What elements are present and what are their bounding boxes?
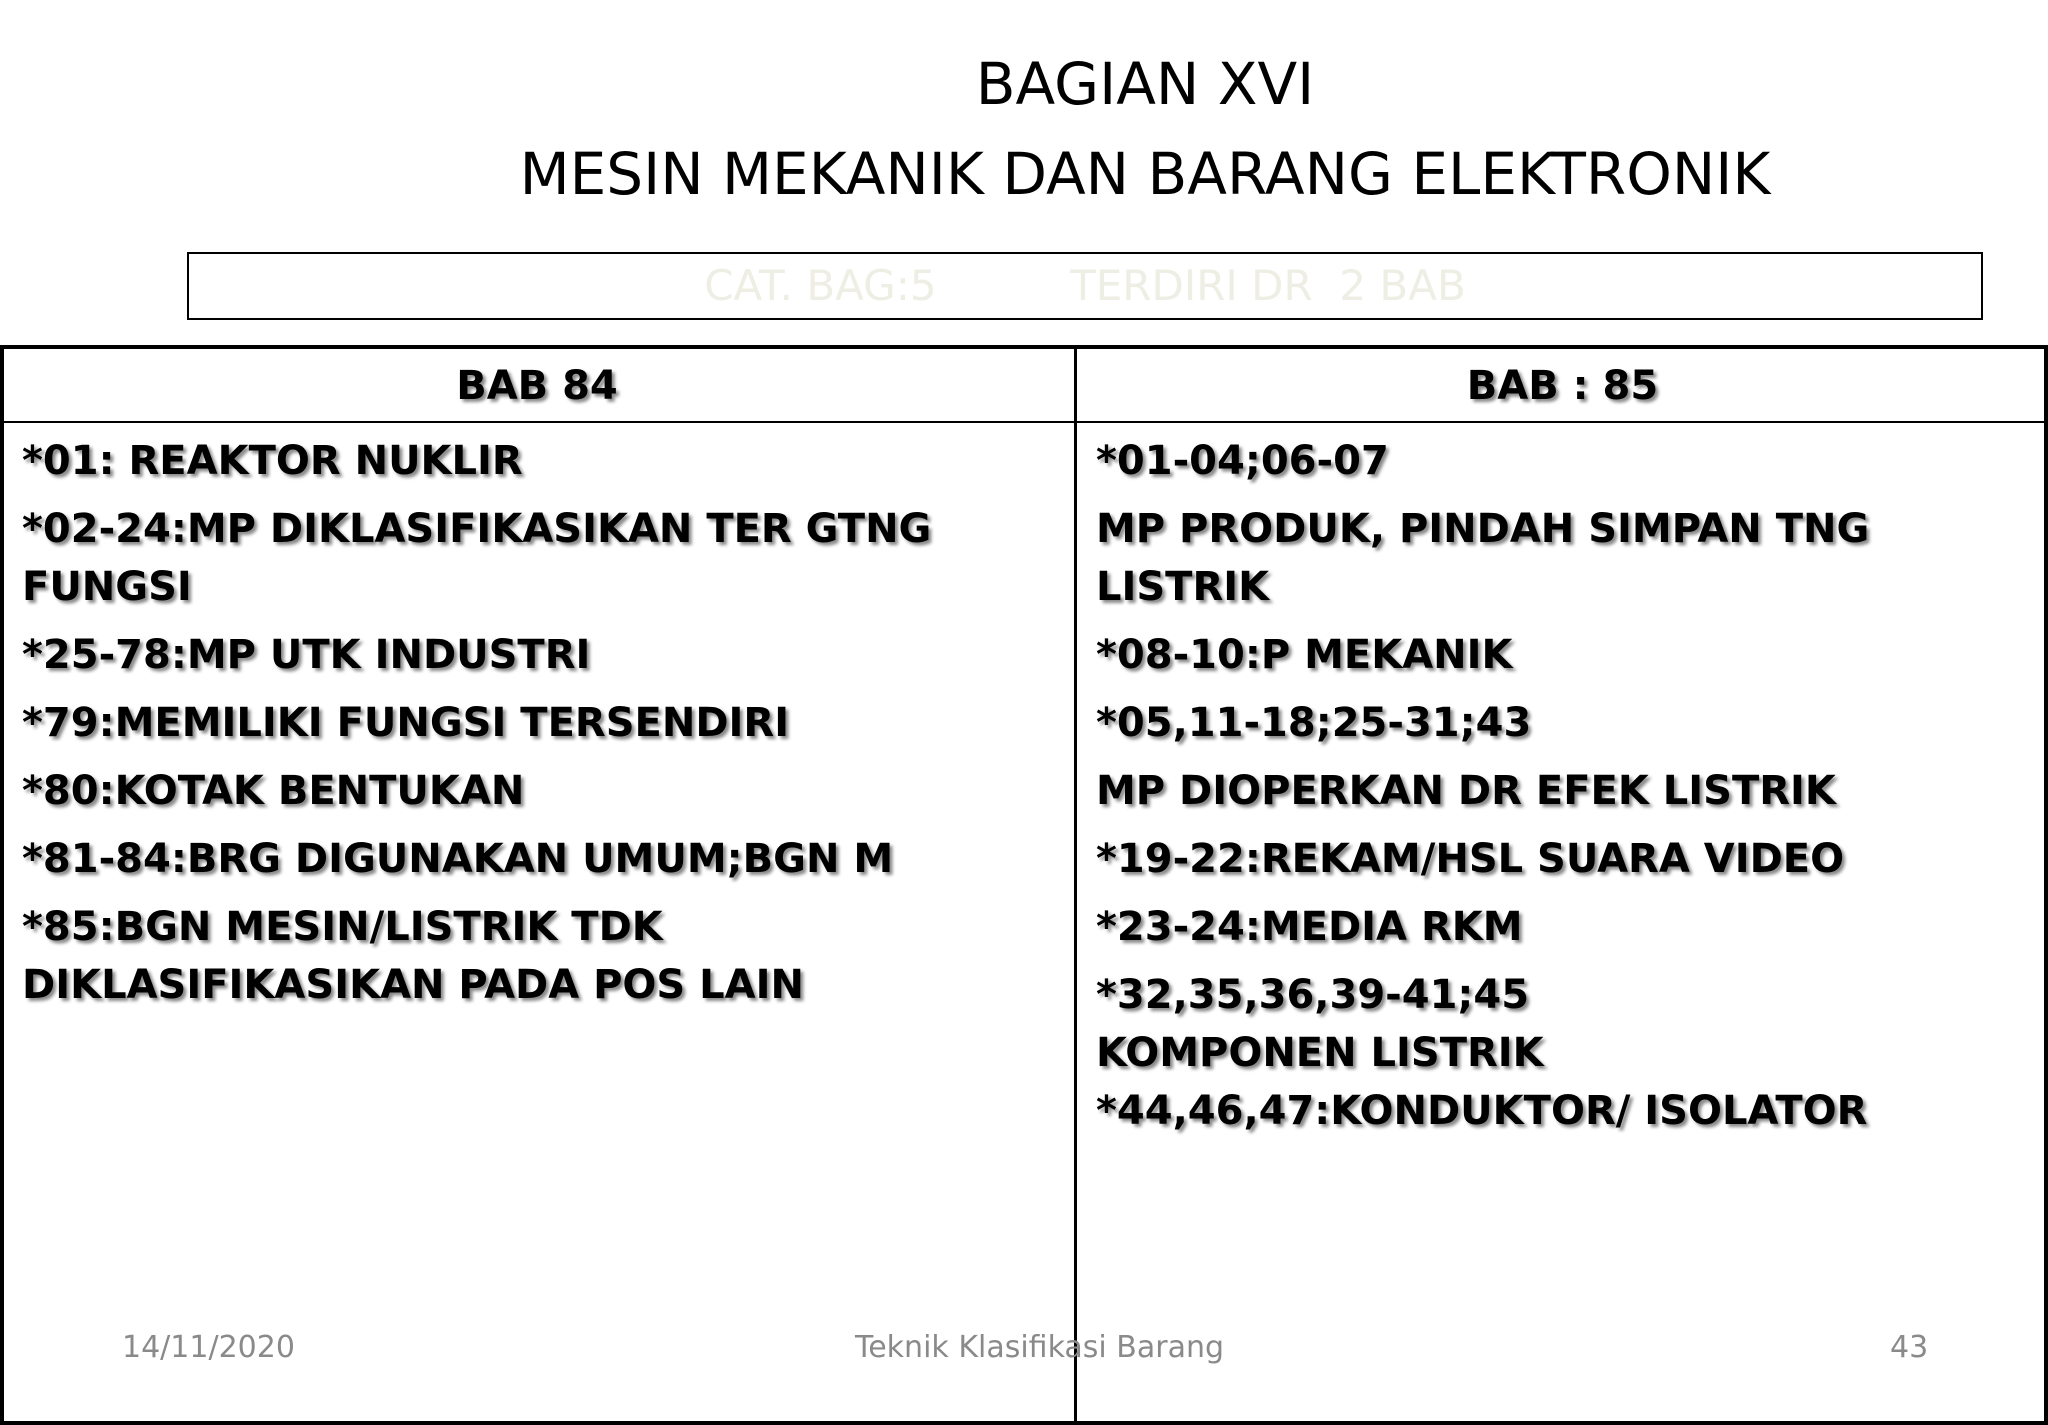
list-item: *05,11-18;25-31;43 [1096, 700, 1532, 746]
column-divider [1074, 345, 1077, 1425]
list-item: *44,46,47:KONDUKTOR/ ISOLATOR [1096, 1088, 1868, 1134]
list-item: MP DIOPERKAN DR EFEK LISTRIK [1096, 768, 1836, 814]
list-item: MP PRODUK, PINDAH SIMPAN TNG LISTRIK [1096, 506, 1870, 610]
list-item: *02-24:MP DIKLASIFIKASIKAN TER GTNG FUNGSI [22, 506, 932, 610]
list-item: *80:KOTAK BENTUKAN [22, 768, 525, 814]
column-header-bab-85: BAB : 85 [1466, 363, 1659, 409]
list-item: *08-10:P MEKANIK [1096, 632, 1513, 678]
column-header-bab-84: BAB 84 [456, 363, 618, 409]
footer-title: Teknik Klasifikasi Barang [855, 1330, 1225, 1365]
list-item: *23-24:MEDIA RKM [1096, 904, 1523, 950]
column-bab-85-items [1096, 432, 2036, 1150]
slide-title-line2: MESIN MEKANIK DAN BARANG ELEKTRONIK [519, 140, 1771, 208]
list-item: *85:BGN MESIN/LISTRIK TDK DIKLASIFIKASIKAN PADA POS LAIN [22, 904, 804, 1008]
list-item: KOMPONEN LISTRIK [1096, 1030, 1544, 1076]
list-item: *19-22:REKAM/HSL SUARA VIDEO [1096, 836, 1845, 882]
list-item: *01: REAKTOR NUKLIR [22, 438, 523, 484]
column-bab-84-items [22, 432, 1062, 1024]
list-item: *32,35,36,39-41;45 [1096, 972, 1530, 1018]
category-box: CAT. BAG:5 TERDIRI DR 2 BAB [187, 252, 1983, 320]
list-item: *81-84:BRG DIGUNAKAN UMUM;BGN M [22, 836, 894, 882]
list-item: *79:MEMILIKI FUNGSI TERSENDIRI [22, 700, 790, 746]
footer-date: 14/11/2020 [122, 1330, 295, 1365]
page-number: 43 [1890, 1330, 1929, 1365]
header-divider [0, 421, 2048, 423]
slide-title-line1: BAGIAN XVI [975, 50, 1315, 118]
list-item: *25-78:MP UTK INDUSTRI [22, 632, 591, 678]
list-item: *01-04;06-07 [1096, 438, 1389, 484]
